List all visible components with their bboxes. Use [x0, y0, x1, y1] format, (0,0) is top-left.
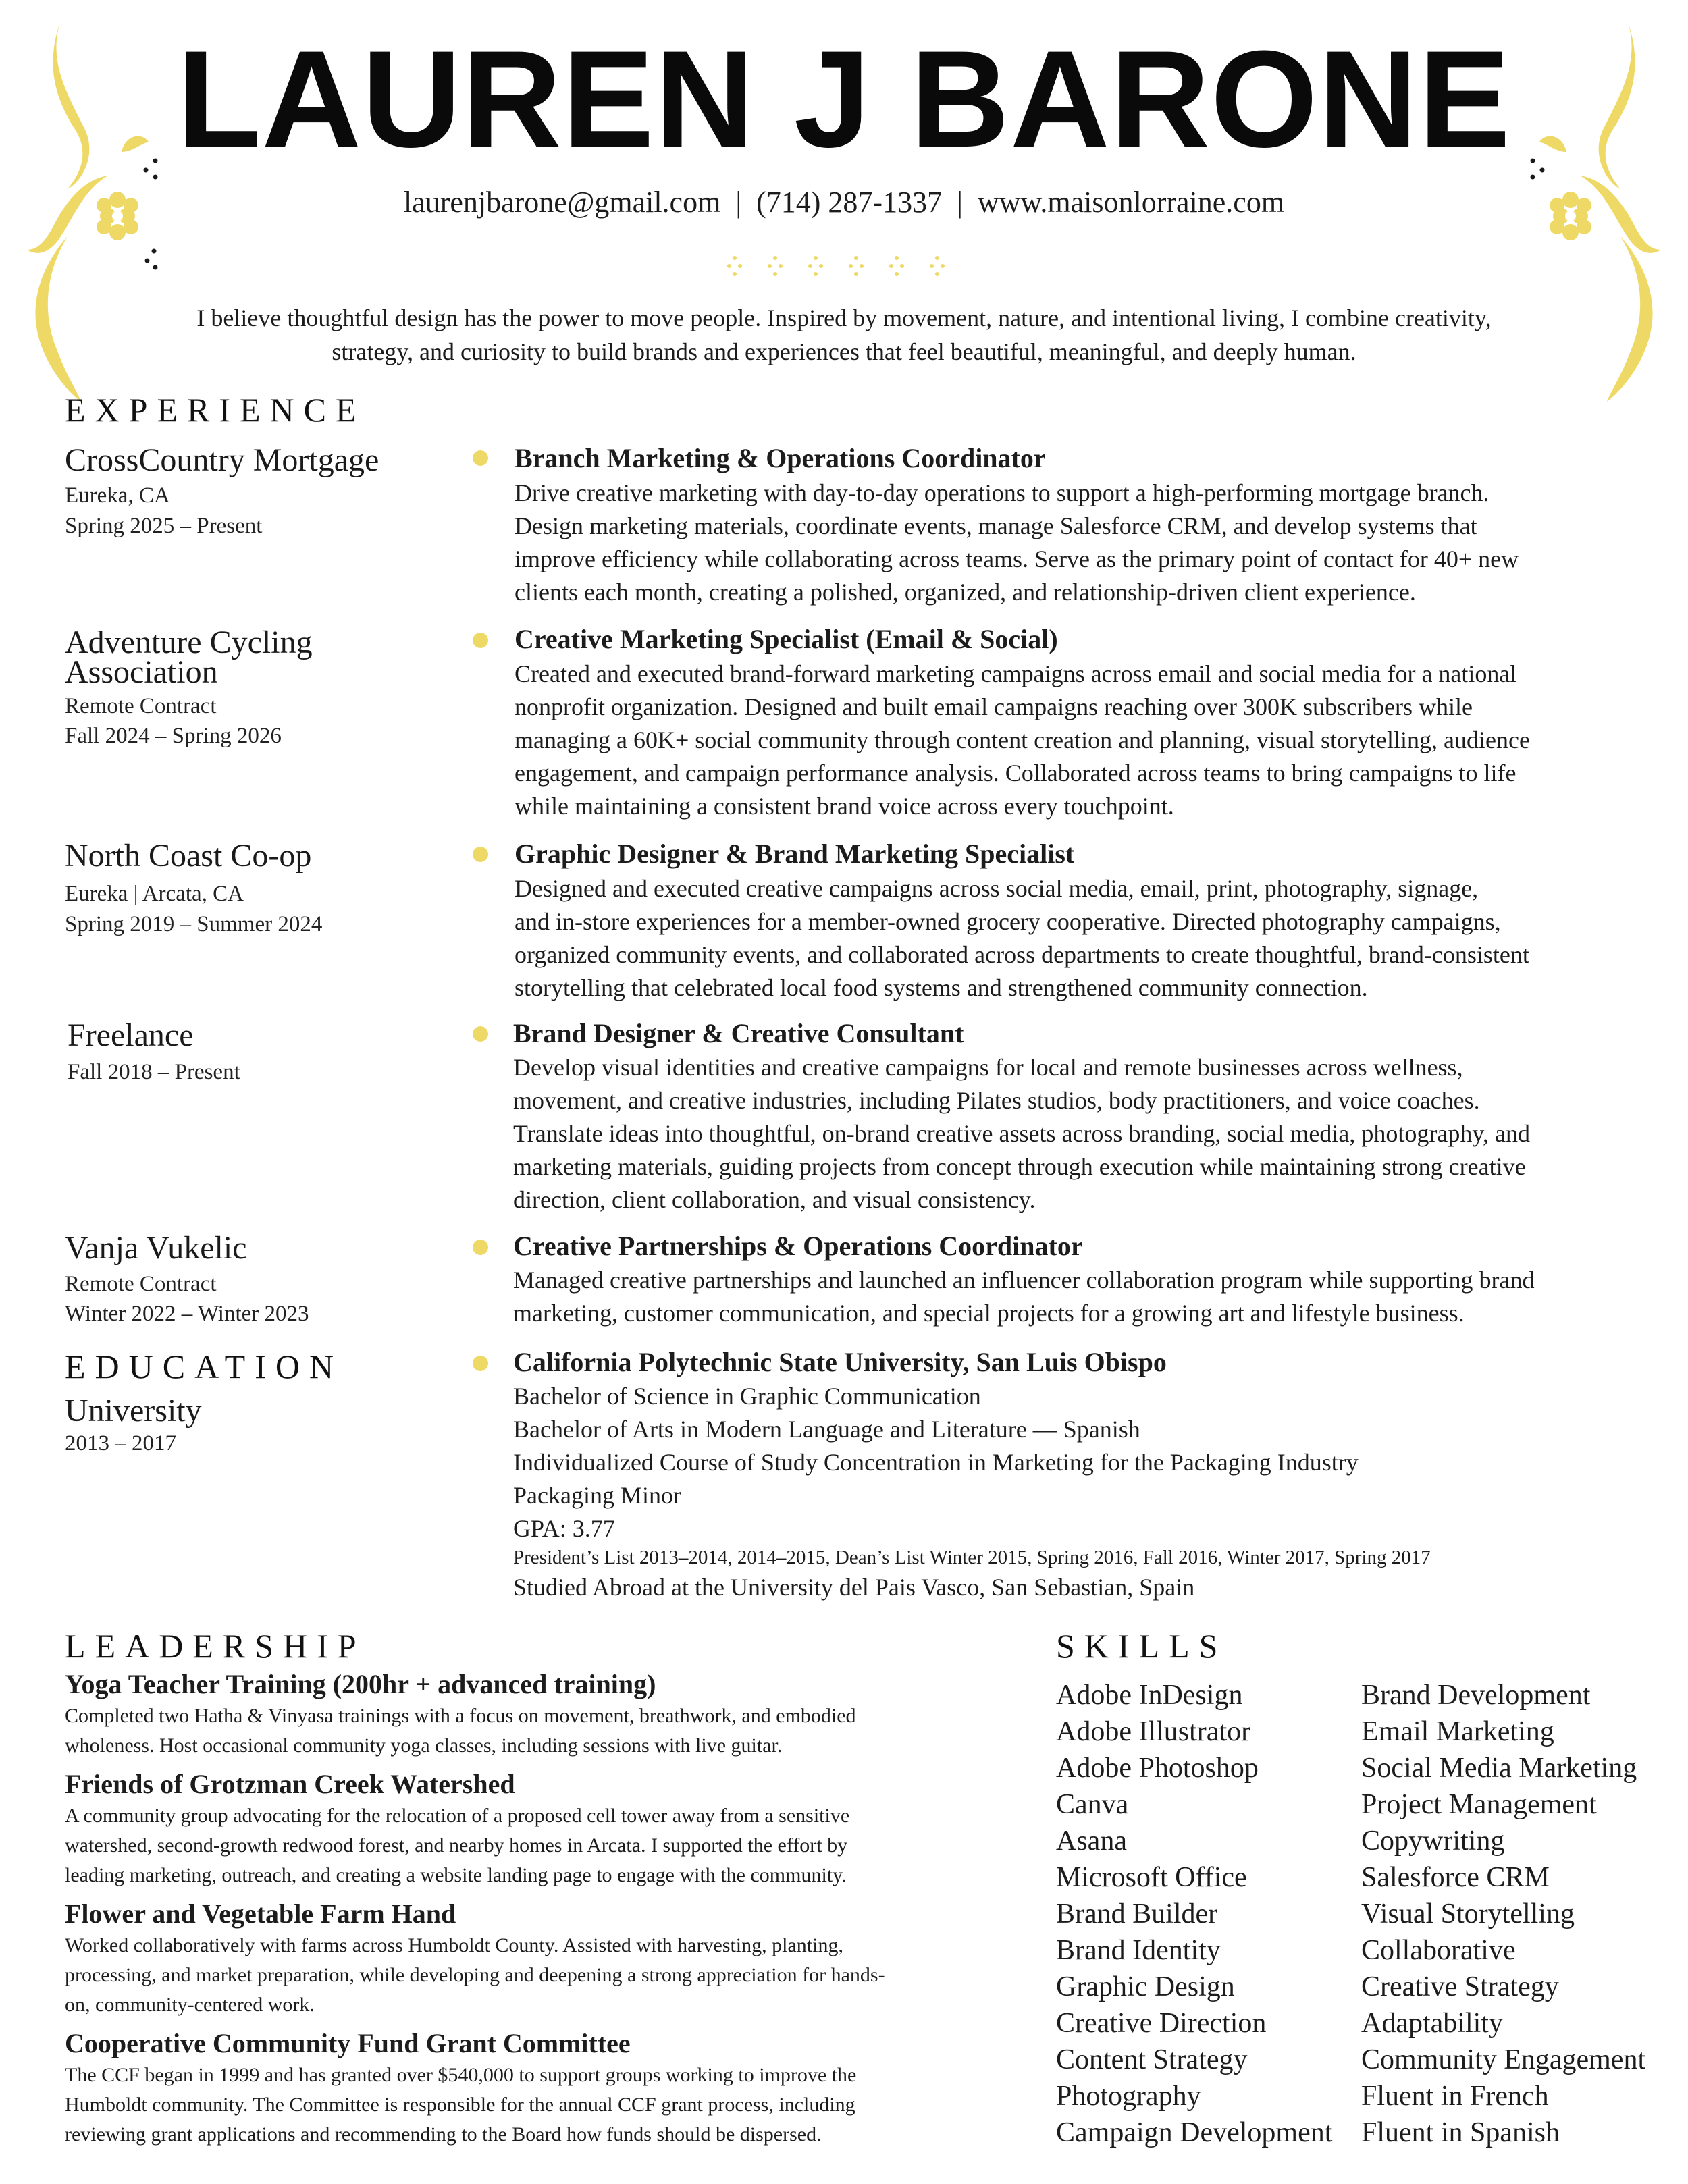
skill-item: Asana: [1056, 1826, 1127, 1857]
org-dates: Spring 2025 – Present: [65, 514, 263, 538]
bullet-dot-icon: [473, 1356, 488, 1371]
contact-line: [0, 184, 1688, 221]
education-dates: 2013 – 2017: [65, 1431, 176, 1456]
skill-item: Social Media Marketing: [1361, 1753, 1637, 1784]
education-details: [513, 1380, 1661, 1545]
bullet-dot-icon: [473, 847, 488, 862]
description-line: nonprofit organization. Designed and built email campaigns reaching over 300K subscribers while: [515, 693, 1473, 720]
org-name: North Coast Co-op: [65, 838, 312, 874]
description-line: marketing materials, guiding projects from concept through execution while maintaining strong creative: [513, 1153, 1526, 1180]
skill-item: Adaptability: [1361, 2008, 1503, 2039]
org-dates: Spring 2019 – Summer 2024: [65, 912, 323, 936]
description-line: Drive creative marketing with day-to-day operations to support a high-performing mortgage branch.: [515, 479, 1489, 506]
job-title: Creative Partnerships & Operations Coordinator: [513, 1231, 1083, 1261]
description-line: Completed two Hatha & Vinyasa trainings with a focus on movement, breathwork, and embodied: [65, 1705, 856, 1727]
description-line: Translate ideas into thoughtful, on-brand creative assets across branding, social media, photography, and: [513, 1120, 1530, 1147]
education-org: University: [65, 1393, 202, 1429]
skill-item: Collaborative: [1361, 1935, 1516, 1966]
org-name-line: Adventure Cycling: [65, 624, 313, 660]
description-line: Humboldt community. The Committee is responsible for the annual CCF grant process, including: [65, 2094, 855, 2116]
org-name: [65, 624, 313, 690]
skill-item: Brand Builder: [1056, 1898, 1218, 1929]
job-description: [513, 1051, 1661, 1217]
description-line: on, community-centered work.: [65, 1994, 315, 2016]
description-line: while maintaining a consistent brand voice across every touchpoint.: [515, 793, 1174, 820]
leadership-description: [65, 1701, 1044, 1761]
description-line: Develop visual identities and creative campaigns for local and remote businesses across wellness,: [513, 1054, 1463, 1081]
honors-line: President’s List 2013–2014, 2014–2015, Dean’s List Winter 2015, Spring 2016, Fall 2016, Winter 2017, Spring 2017: [513, 1547, 1431, 1568]
skill-item: Adobe InDesign: [1056, 1680, 1243, 1711]
leadership-title: Flower and Vegetable Farm Hand: [65, 1898, 456, 1929]
degree-line: Individualized Course of Study Concentration in Marketing for the Packaging Industry: [513, 1449, 1359, 1476]
leadership-title: Cooperative Community Fund Grant Committee: [65, 2028, 631, 2058]
skill-item: Brand Identity: [1056, 1935, 1221, 1966]
leadership-description: [65, 1931, 1044, 2020]
description-line: Worked collaboratively with farms across Humboldt County. Assisted with harvesting, planting,: [65, 1934, 843, 1956]
email-link[interactable]: laurenjbarone@gmail.com: [403, 186, 721, 219]
skill-item: Creative Strategy: [1361, 1971, 1559, 2002]
degree-line: Bachelor of Arts in Modern Language and Literature — Spanish: [513, 1416, 1140, 1443]
bullet-dot-icon: [473, 1240, 488, 1255]
skill-item: Graphic Design: [1056, 1971, 1235, 2002]
skill-item: Copywriting: [1361, 1826, 1505, 1857]
org-location: Remote Contract: [65, 1272, 217, 1296]
job-description: [515, 477, 1662, 609]
description-line: A community group advocating for the relocation of a proposed cell tower away from a sensitive: [65, 1805, 850, 1827]
skill-item: Fluent in French: [1361, 2081, 1549, 2112]
skill-item: Salesforce CRM: [1361, 1862, 1550, 1893]
org-dates: Winter 2022 – Winter 2023: [65, 1302, 309, 1326]
leadership-title: Yoga Teacher Training (200hr + advanced training): [65, 1669, 656, 1699]
description-line: managing a 60K+ social community through content creation and planning, visual storytelling, audience: [515, 726, 1530, 753]
separator: |: [735, 186, 742, 219]
description-line: and in-store experiences for a member-owned grocery cooperative. Directed photography campaigns,: [515, 908, 1501, 935]
resume-name: LAUREN J BARONE: [177, 22, 1511, 176]
description-line: Design marketing materials, coordinate events, manage Salesforce CRM, and develop systems that: [515, 512, 1477, 539]
skill-item: Email Marketing: [1361, 1716, 1554, 1747]
org-location: Remote Contract: [65, 694, 217, 718]
skills-column-1: [1056, 1677, 1332, 2151]
description-line: marketing, customer communication, and special projects for a growing art and lifestyle business.: [513, 1300, 1465, 1327]
website-link[interactable]: www.maisonlorraine.com: [977, 186, 1285, 219]
skills-column-2: [1361, 1677, 1645, 2151]
skill-item: Community Engagement: [1361, 2044, 1646, 2075]
org-dates: Fall 2024 – Spring 2026: [65, 724, 282, 748]
experience-heading: EXPERIENCE: [65, 391, 366, 429]
skill-item: Adobe Photoshop: [1056, 1753, 1259, 1784]
org-name: CrossCountry Mortgage: [65, 442, 379, 478]
org-name: Vanja Vukelic: [65, 1230, 247, 1266]
leadership-heading: LEADERSHIP: [65, 1627, 366, 1665]
org-name: Freelance: [68, 1017, 194, 1053]
description-line: wholeness. Host occasional community yoga classes, including sessions with live guitar.: [65, 1734, 783, 1757]
description-line: The CCF began in 1999 and has granted over $540,000 to support groups working to improve the: [65, 2064, 857, 2086]
job-description: [515, 872, 1662, 1005]
skill-item: Microsoft Office: [1056, 1862, 1247, 1893]
bullet-dot-icon: [473, 633, 488, 648]
skill-item: Content Strategy: [1056, 2044, 1248, 2075]
description-line: leading marketing, outreach, and creating a website landing page to engage with the community.: [65, 1864, 847, 1886]
description-line: engagement, and campaign performance analysis. Collaborated across teams to bring campaigns to life: [515, 760, 1516, 787]
leadership-title: Friends of Grotzman Creek Watershed: [65, 1769, 515, 1799]
description-line: reviewing grant applications and recommending to the Board how funds should be dispersed.: [65, 2123, 822, 2146]
skill-item: Project Management: [1361, 1789, 1597, 1820]
gpa-line: GPA: 3.77: [513, 1515, 615, 1542]
description-line: clients each month, creating a polished, organized, and relationship-driven client experience.: [515, 579, 1416, 606]
skill-item: Visual Storytelling: [1361, 1898, 1575, 1929]
job-title: Graphic Designer & Brand Marketing Specialist: [515, 838, 1075, 869]
job-title: Creative Marketing Specialist (Email & Social): [515, 624, 1058, 654]
job-title: Branch Marketing & Operations Coordinator: [515, 443, 1046, 473]
leadership-description: [65, 2060, 1044, 2150]
skill-item: Brand Development: [1361, 1680, 1591, 1711]
bullet-dot-icon: [473, 1026, 488, 1042]
job-description: [515, 658, 1662, 823]
skill-item: Creative Direction: [1056, 2008, 1267, 2039]
degree-line: Bachelor of Science in Graphic Communication: [513, 1383, 981, 1410]
description-line: organized community events, and collaborated across departments to create thoughtful, brand-consistent: [515, 941, 1529, 968]
description-line: Managed creative partnerships and launched an influencer collaboration program while supporting brand: [513, 1267, 1535, 1294]
skill-item: Canva: [1056, 1789, 1129, 1820]
org-location: Eureka | Arcata, CA: [65, 882, 244, 906]
description-line: Created and executed brand-forward marketing campaigns across email and social media for a national: [515, 660, 1517, 687]
description-line: Designed and executed creative campaigns across social media, email, print, photography, signage,: [515, 875, 1479, 902]
job-description: [513, 1264, 1661, 1330]
bullet-dot-icon: [473, 450, 488, 466]
leadership-list: [65, 1668, 1044, 2150]
description-line: improve efficiency while collaborating across teams. Serve as the primary point of contact for 40+ new: [515, 545, 1519, 572]
skill-item: Photography: [1056, 2081, 1201, 2112]
description-line: movement, and creative industries, including Pilates studios, body practitioners, and voice coaches.: [513, 1087, 1480, 1114]
separator: |: [957, 186, 963, 219]
org-location: Eureka, CA: [65, 483, 170, 508]
description-line: storytelling that celebrated local food systems and strengthened community connection.: [515, 974, 1368, 1001]
skill-item: Campaign Development: [1056, 2117, 1333, 2148]
job-title: Brand Designer & Creative Consultant: [513, 1018, 964, 1048]
leadership-description: [65, 1801, 1044, 1890]
skill-item: Adobe Illustrator: [1056, 1716, 1251, 1747]
org-dates: Fall 2018 – Present: [68, 1060, 240, 1084]
description-line: watershed, second-growth redwood forest, and nearby homes in Arcata. I supported the effort by: [65, 1834, 848, 1857]
description-line: direction, client collaboration, and visual consistency.: [513, 1186, 1036, 1213]
intro-statement: I believe thoughtful design has the power to move people. Inspired by movement, nature, and intentional living, I combine creativity, strategy, and curiosity to build brands and experiences that feel beautiful, meaningful, and deeply human.: [196, 304, 1492, 365]
education-heading: EDUCATION: [65, 1348, 344, 1385]
school-name: California Polytechnic State University, San Luis Obispo: [513, 1347, 1167, 1377]
sparkle-dots-icon: [722, 248, 966, 282]
org-name-line: Association: [65, 654, 218, 690]
skills-heading: SKILLS: [1056, 1627, 1228, 1665]
phone-number: (714) 287-1337: [756, 186, 943, 219]
skill-item: Fluent in Spanish: [1361, 2117, 1560, 2148]
description-line: processing, and market preparation, while developing and deepening a strong appreciation for hands-: [65, 1964, 885, 1986]
degree-line: Packaging Minor: [513, 1482, 681, 1509]
study-abroad-line: Studied Abroad at the University del Pais Vasco, San Sebastian, Spain: [513, 1574, 1195, 1601]
